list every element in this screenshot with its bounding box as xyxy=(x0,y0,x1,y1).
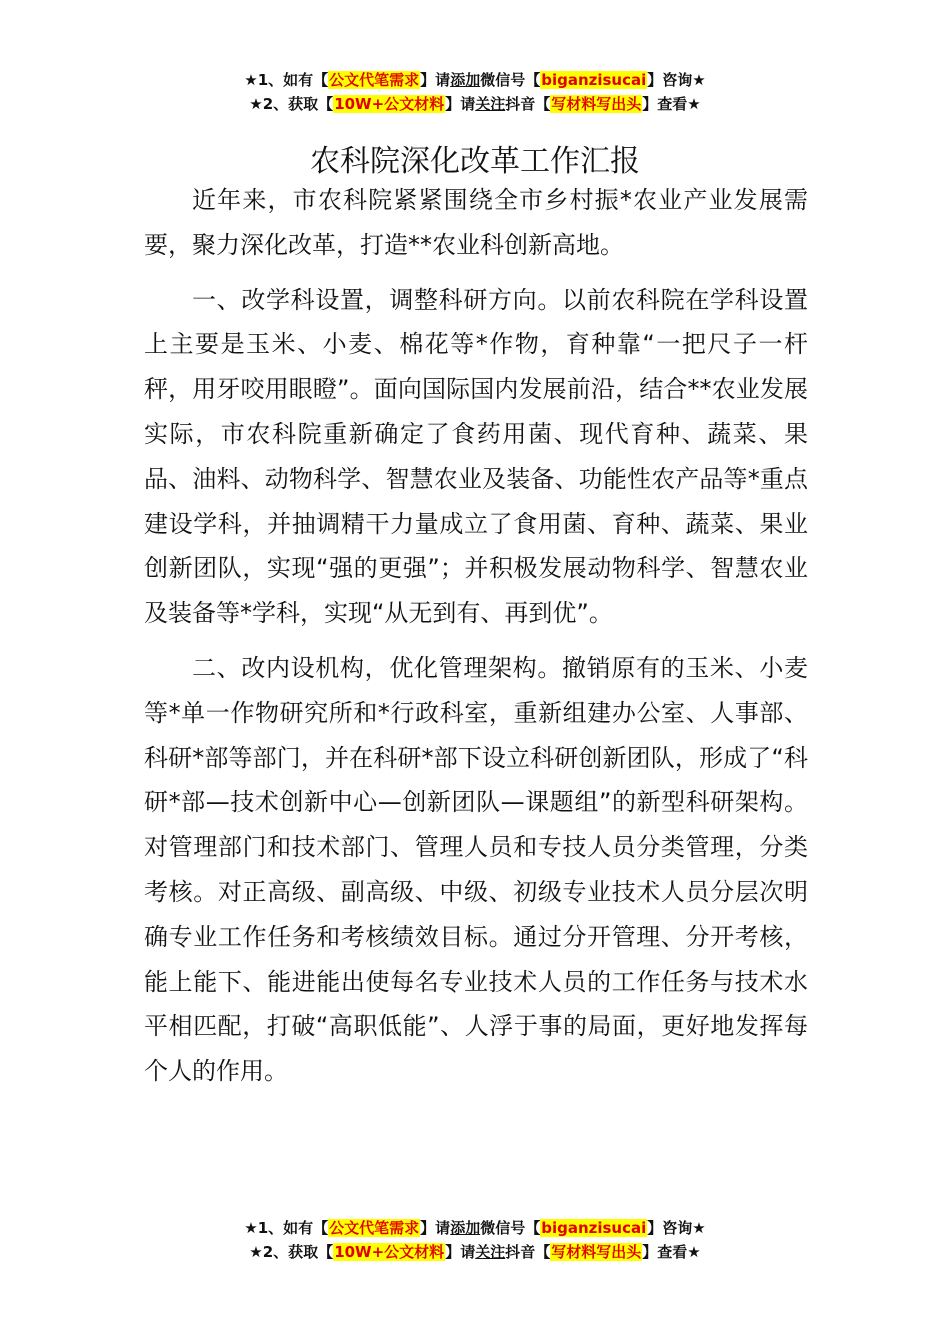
banner-text: ★1、如有【 xyxy=(244,71,329,89)
paragraph-section-1: 一、改学科设置，调整科研方向。以前农科院在学科设置上主要是玉米、小麦、棉花等*作物，育种靠“一把尺子一杆秤，用牙咬用眼瞪”。面向国际国内发展前沿，结合**农业发展实际，市农科院重新确定了食药用菌、现代育种、蔬菜、果品、油料、动物科学、智慧农业及装备、功能性农产品等*重点建设学科，并抽调精干力量成立了食用菌、育种、蔬菜、果业创新团队，实现“强的更强”；并积极发展动物科学、智慧农业及装备等*学科，实现“从无到有、再到优”。 xyxy=(144,285,808,628)
banner-highlight: 公文代笔需求 xyxy=(329,1219,420,1237)
banner-emphasis: 添加 xyxy=(450,71,481,89)
banner-highlight: 10W+公文材料 xyxy=(334,95,445,113)
banner-line-2 xyxy=(0,92,950,116)
banner-text: ★1、如有【 xyxy=(244,1219,329,1237)
banner-text: ★2、获取【 xyxy=(249,1243,334,1261)
banner-text: 微信号【 xyxy=(480,1219,541,1237)
banner-line-1 xyxy=(0,1216,950,1240)
banner-text: 】请 xyxy=(445,95,476,113)
banner-text: 微信号【 xyxy=(480,71,541,89)
banner-highlight: biganzisucai xyxy=(541,71,647,89)
banner-text: 】咨询★ xyxy=(647,71,706,89)
banner-highlight: 公文代笔需求 xyxy=(329,71,420,89)
document-body xyxy=(144,178,808,1104)
document-title: 农科院深化改革工作汇报 xyxy=(310,144,640,180)
banner-highlight: 写材料写出头 xyxy=(551,95,642,113)
header-banner xyxy=(0,68,950,116)
banner-text: 抖音【 xyxy=(505,95,551,113)
banner-text: 】查看★ xyxy=(642,95,701,113)
banner-text: 】请 xyxy=(445,1243,476,1261)
banner-emphasis: 关注 xyxy=(475,95,506,113)
banner-text: ★2、获取【 xyxy=(249,95,334,113)
banner-emphasis: 添加 xyxy=(450,1219,481,1237)
banner-highlight: 写材料写出头 xyxy=(551,1243,642,1261)
paragraph-section-2: 二、改内设机构，优化管理架构。撤销原有的玉米、小麦等*单一作物研究所和*行政科室，重新组建办公室、人事部、科研*部等部门，并在科研*部下设立科研创新团队，形成了“科研*部—技术创新中心—创新团队—课题组”的新型科研架构。对管理部门和技术部门、管理人员和专技人员分类管理，分类考核。对正高级、副高级、中级、初级专业技术人员分层次明确专业工作任务和考核绩效目标。通过分开管理、分开考核，能上能下、能进能出使每名专业技术人员的工作任务与技术水平相匹配，打破“高职低能”、人浮于事的局面，更好地发挥每个人的作用。 xyxy=(144,653,808,1086)
banner-text: 】咨询★ xyxy=(647,1219,706,1237)
banner-highlight: biganzisucai xyxy=(541,1219,647,1237)
footer-banner xyxy=(0,1216,950,1264)
banner-text: 】查看★ xyxy=(642,1243,701,1261)
paragraph-intro: 近年来，市农科院紧紧围绕全市乡村振*农业产业发展需要，聚力深化改革，打造**农业科创新高地。 xyxy=(144,186,808,259)
banner-text: 】请 xyxy=(420,71,451,89)
banner-highlight: 10W+公文材料 xyxy=(334,1243,445,1261)
banner-emphasis: 关注 xyxy=(475,1243,506,1261)
banner-text: 抖音【 xyxy=(505,1243,551,1261)
banner-text: 】请 xyxy=(420,1219,451,1237)
banner-line-2 xyxy=(0,1240,950,1264)
banner-line-1 xyxy=(0,68,950,92)
